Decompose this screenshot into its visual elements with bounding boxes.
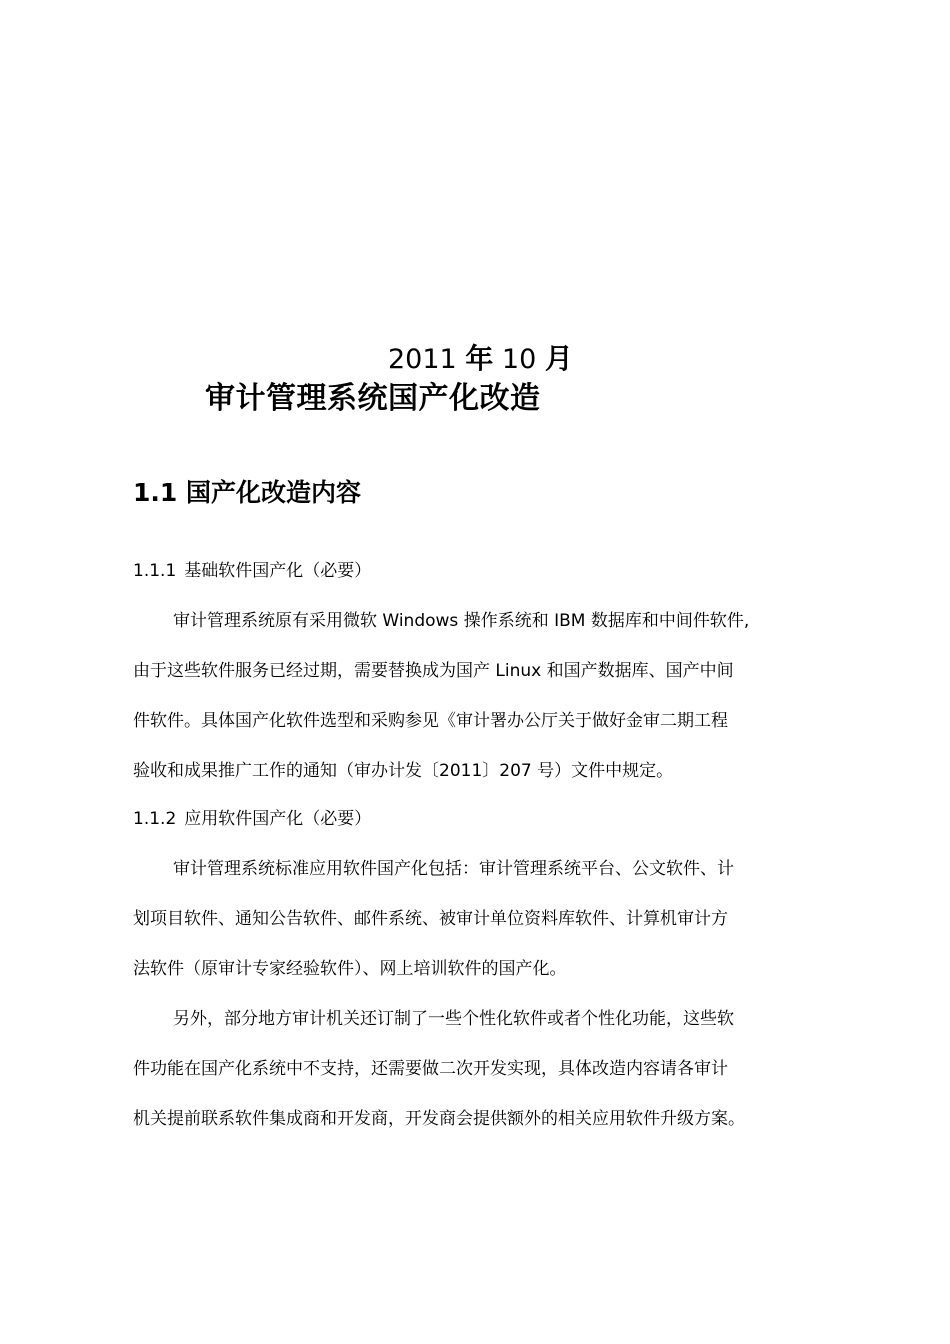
paragraph	[133, 596, 833, 796]
date-month-char: 月	[544, 342, 573, 375]
paragraph-line: 划项目软件、通知公告软件、邮件系统、被审计单位资料库软件、计算机审计方	[133, 909, 728, 929]
paragraph-line: 审计管理系统原有采用微软 Windows 操作系统和 IBM 数据库和中间件软件,	[173, 611, 750, 631]
subsection-heading	[133, 558, 371, 584]
paragraph-line: 法软件（原审计专家经验软件）、网上培训软件的国产化。	[133, 959, 567, 979]
paragraph-line: 由于这些软件服务已经过期，需要替换成为国产 Linux 和国产数据库、国产中间	[133, 661, 734, 681]
paragraph	[133, 994, 833, 1144]
subsection-title: 应用软件国产化（必要）	[184, 809, 372, 829]
subsection-number: 1.1.2	[133, 809, 177, 829]
section-heading	[133, 474, 361, 512]
date-year-char: 年	[465, 342, 494, 375]
paragraph	[133, 844, 833, 994]
date-year: 2011	[388, 344, 457, 375]
paragraph-line: 件软件。具体国产化软件选型和采购参见《审计署办公厅关于做好金审二期工程	[133, 711, 728, 731]
paragraph-line: 机关提前联系软件集成商和开发商，开发商会提供额外的相关应用软件升级方案。	[133, 1109, 745, 1129]
cover-date	[388, 340, 573, 379]
subsection-title: 基础软件国产化（必要）	[184, 561, 372, 581]
paragraph-line: 审计管理系统标准应用软件国产化包括：审计管理系统平台、公文软件、计	[173, 859, 734, 879]
paragraph-line: 另外，部分地方审计机关还订制了一些个性化软件或者个性化功能，这些软	[173, 1009, 734, 1029]
subsection-heading	[133, 806, 371, 832]
section-number: 1.1	[133, 478, 178, 507]
subsection-number: 1.1.1	[133, 561, 177, 581]
paragraph-line: 验收和成果推广工作的通知（审办计发〔2011〕207 号）文件中规定。	[133, 761, 674, 781]
date-month: 10	[501, 344, 537, 375]
section-title: 国产化改造内容	[186, 478, 362, 507]
paragraph-line: 件功能在国产化系统中不支持，还需要做二次开发实现，具体改造内容请各审计	[133, 1059, 728, 1079]
document-title: 审计管理系统国产化改造	[205, 381, 541, 416]
